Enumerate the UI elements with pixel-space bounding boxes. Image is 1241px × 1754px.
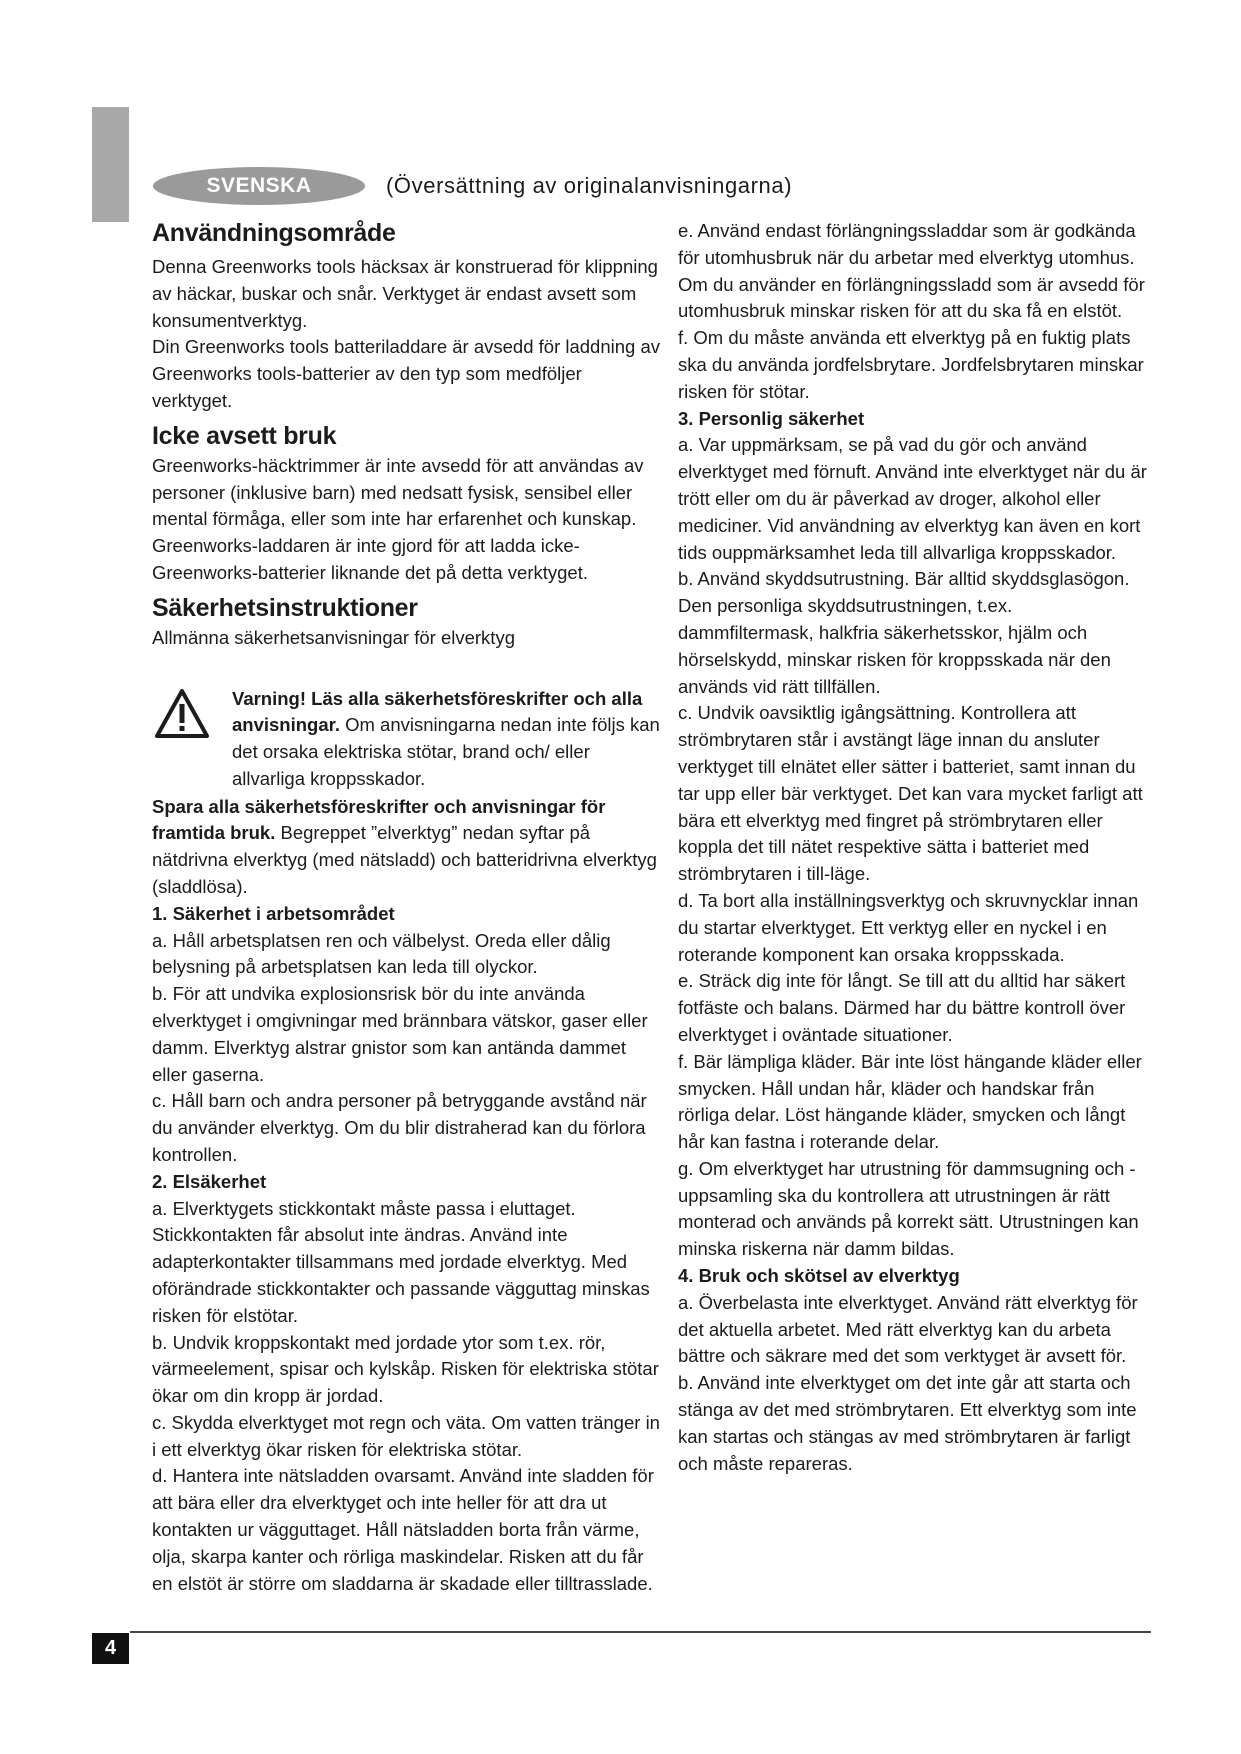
language-badge bbox=[152, 166, 366, 206]
electrical-item-e: e. Använd endast förlängningssladdar som är godkända för utomhusbruk när du arbetar med elverktyg utomhus. Om du använder en förlängningssladd som är avsedd för utomhusbruk minskar risken för att du ska få en elstöt. bbox=[678, 220, 1145, 322]
work-area-item-a: a. Håll arbetsplatsen ren och välbelyst. Oreda eller dålig belysning på arbetsplatsen kan leda till olyckor. bbox=[152, 929, 611, 978]
footer-rule bbox=[130, 1631, 1151, 1633]
electrical-item-a: a. Elverktygets stickkontakt måste passa i eluttaget. Stickkontakten får absolut inte ändras. Använd inte adapterkontakter tillsammans med jordade elverktyg. Med oförändrade stickkontakter och passande vägguttag minskas risken för elstötar. bbox=[152, 1197, 650, 1326]
personal-item-b: b. Använd skyddsutrustning. Bär alltid skyddsglasögon. Den personliga skyddsutrustningen, t.ex. dammfiltermask, halkfria säkerhetsskor, hjälm och hörselskydd, minskar risken för kroppsskada när den används vid rätt tillfällen. bbox=[678, 568, 1130, 697]
translation-subtitle: (Översättning av originalanvisningarna) bbox=[386, 173, 793, 198]
warning-triangle-icon bbox=[154, 688, 210, 740]
personal-item-a: a. Var uppmärksam, se på vad du gör och använd elverktyget med förnuft. Använd inte elverktyget när du är trött eller om du är påverkad av droger, alkohol eller mediciner. Vid användning av elverktyg kan även en kort tids ouppmärksamhet leda till allvarliga kroppsskador. bbox=[678, 434, 1147, 563]
warning-text bbox=[232, 686, 662, 793]
save-instructions bbox=[152, 794, 662, 901]
save-instructions-bold: Spara alla säkerhetsföreskrifter och anvisningar för framtida bruk. bbox=[152, 795, 606, 844]
electrical-item-f: f. Om du måste använda ett elverktyg på en fuktig plats ska du använda jordfelsbrytare. Jordfelsbrytaren minskar risken för stötar. bbox=[678, 327, 1144, 402]
work-area-item-b: b. För att undvika explosionsrisk bör du inte använda elverktyget i omgivningar med brännbara vätskor, gaser eller damm. Elverktyg alstrar gnistor som kan antända dammet eller gaserna. bbox=[152, 983, 648, 1085]
personal-item-f: f. Bär lämpliga kläder. Bär inte löst hängande kläder eller smycken. Håll undan hår, kläder och handskar från rörliga delar. Löst hängande kläder, smycken och långt hår kan fastna i roterande delar. bbox=[678, 1050, 1142, 1153]
personal-item-d: d. Ta bort alla inställningsverktyg och skruvnycklar innan du startar elverktyget. Ett verktyg eller en nyckel i en roterande komponent kan orsaka kroppsskada. bbox=[678, 889, 1139, 965]
usage-paragraph-2: Din Greenworks tools batteriladdare är avsedd för laddning av Greenworks tools-batterier av den typ som medföljer verktyget. bbox=[152, 336, 661, 411]
electrical-item-b: b. Undvik kroppskontakt med jordade ytor som t.ex. rör, värmeelement, spisar och kylskåp. Risken för elektriska stötar ökar om din kropp är jordad. bbox=[152, 1331, 659, 1407]
use-care-item-a: a. Överbelasta inte elverktyget. Använd rätt elverktyg för det aktuella arbetet. Med rätt elverktyg kan du arbeta bättre och säkrare med det som verktyget är avsett för. bbox=[678, 1291, 1138, 1367]
warning-block bbox=[152, 686, 662, 794]
work-area-item-c: c. Håll barn och andra personer på betryggande avstånd när du använder elverktyg. Om du blir distraherad kan du förlora kontrollen. bbox=[152, 1090, 647, 1165]
safety-intro: Allmänna säkerhetsanvisningar för elverktyg bbox=[152, 626, 515, 648]
warning-bold-text: Varning! Läs alla säkerhetsföreskrifter och alla anvisningar. bbox=[232, 687, 643, 736]
save-instructions-text: Begreppet ”elverktyg” nedan syftar på nätdrivna elverktyg (med nätsladd) och batteridrivna elverktyg (sladdlösa). bbox=[152, 822, 657, 897]
work-area-title: 1. Säkerhet i arbetsområdet bbox=[152, 902, 395, 924]
electrical-item-c: c. Skydda elverktyget mot regn och väta. Om vatten tränger in i ett elverktyg ökar risken för elektriska stötar. bbox=[152, 1411, 660, 1460]
section-title-usage: Användningsområde bbox=[152, 219, 396, 247]
not-intended-paragraph: Greenworks-häcktrimmer är inte avsedd för att användas av personer (inklusive barn) med nedsatt fysisk, sensibel eller mental förmåga, eller som inte har erfarenhet och kunskap. Greenworks-laddaren är inte gjord för att ladda icke-Greenworks-batterier liknande det på detta verktyget. bbox=[152, 454, 644, 583]
personal-safety-title: 3. Personlig säkerhet bbox=[678, 407, 865, 429]
personal-item-e: e. Sträck dig inte för långt. Se till att du alltid har säkert fotfäste och balans. Därmed har du bättre kontroll över elverktyget i oväntade situationer. bbox=[678, 970, 1126, 1045]
use-care-title: 4. Bruk och skötsel av elverktyg bbox=[678, 1265, 960, 1287]
use-care-item-b: b. Använd inte elverktyget om det inte går att starta och stänga av det med strömbrytaren. Ett elverktyg som inte kan startas och stängas av med strömbrytaren är farligt och måste repareras. bbox=[678, 1372, 1137, 1474]
warning-body-text: Om anvisningarna nedan inte följs kan det orsaka elektriska stötar, brand och/ eller allvarliga kroppsskador. bbox=[232, 714, 660, 789]
usage-paragraph-1: Denna Greenworks tools häcksax är konstruerad för klippning av häckar, buskar och snår. Verktyget är endast avsett som konsumentverktyg. bbox=[152, 256, 658, 331]
personal-item-c: c. Undvik oavsiktlig igångsättning. Kontrollera att strömbrytaren står i avstängt läge innan du ansluter verktyget till elnätet eller sätter i batteriet, samt innan du tar upp eller bär verktyget. Det kan vara mycket farligt att bära ett elverktyg med fingret på strömbrytaren eller koppla det till nätet respektive sätta i batteriet med strömbrytaren i till-läge. bbox=[678, 702, 1143, 885]
language-badge-label: SVENSKA bbox=[206, 174, 312, 197]
side-tab-marker bbox=[92, 107, 129, 222]
section-title-not-intended: Icke avsett bruk bbox=[152, 421, 337, 450]
page-number: 4 bbox=[92, 1633, 129, 1664]
section-title-safety: Säkerhetsinstruktioner bbox=[152, 593, 418, 622]
left-column bbox=[152, 216, 662, 1597]
right-column bbox=[678, 218, 1148, 1477]
personal-item-g: g. Om elverktyget har utrustning för dammsugning och -uppsamling ska du kontrollera att utrustningen är rätt monterad och används på korrekt sätt. Utrustningen kan minska riskerna när damm bildas. bbox=[678, 1157, 1139, 1260]
electrical-title: 2. Elsäkerhet bbox=[152, 1170, 267, 1192]
electrical-item-d: d. Hantera inte nätsladden ovarsamt. Använd inte sladden för att bära eller dra elverktyget och inte heller för att dra ut kontakten ur vägguttaget. Håll nätsladden borta från värme, olja, skarpa kanter och rörliga maskindelar. Risken att du får en elstöt är större om sladdarna är skadade eller tilltrasslade. bbox=[152, 1465, 654, 1594]
